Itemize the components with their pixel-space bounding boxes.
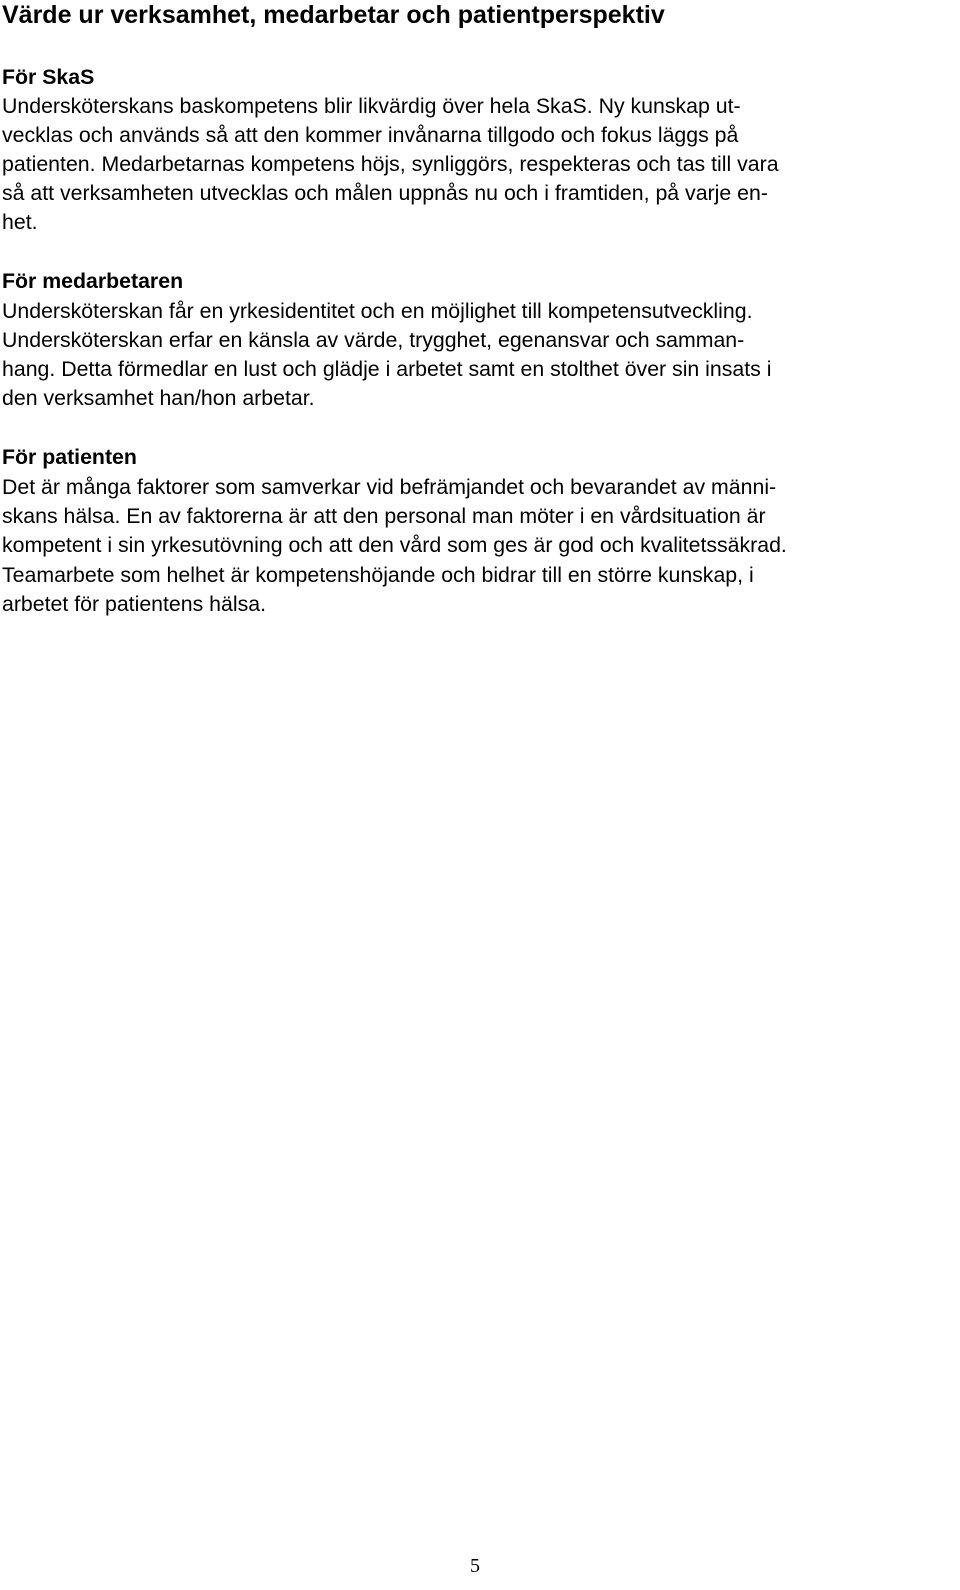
paragraph-line: Undersköterskan får en yrkesidentitet och en möjlighet till kompetensutveckling. (2, 299, 753, 323)
paragraph-line: den verksamhet han/hon arbetar. (2, 386, 315, 410)
page-title: Värde ur verksamhet, medarbetar och patientperspektiv (2, 1, 665, 29)
paragraph-line: kompetent i sin yrkesutövning och att den vård som ges är god och kvalitetssäkrad. (2, 533, 787, 557)
paragraph-line: Det är många faktorer som samverkar vid befrämjandet och bevarandet av männi- (2, 475, 777, 499)
paragraph-line: Teamarbete som helhet är kompetenshöjande och bidrar till en större kunskap, i (2, 563, 754, 587)
paragraph-line: hang. Detta förmedlar en lust och glädje i arbetet samt en stolthet över sin insats i (2, 357, 772, 381)
section-heading-medarbetaren: För medarbetaren (2, 269, 184, 293)
section-heading-patienten: För patienten (2, 445, 137, 469)
paragraph-line: skans hälsa. En av faktorerna är att den personal man möter i en vårdsituation är (2, 504, 766, 528)
paragraph-line: vecklas och används så att den kommer invånarna tillgodo och fokus läggs på (2, 123, 739, 147)
section-heading-skas: För SkaS (2, 65, 95, 89)
paragraph-line: arbetet för patientens hälsa. (2, 592, 267, 616)
paragraph-line: Undersköterskans baskompetens blir likvärdig över hela SkaS. Ny kunskap ut- (2, 94, 741, 118)
paragraph-line: Undersköterskan erfar en känsla av värde, trygghet, egenansvar och samman- (2, 328, 745, 352)
page-number: 5 (470, 1555, 480, 1577)
paragraph-line: patienten. Medarbetarnas kompetens höjs, synliggörs, respekteras och tas till vara (2, 152, 779, 176)
paragraph-line: så att verksamheten utvecklas och målen uppnås nu och i framtiden, på varje en- (2, 181, 768, 205)
paragraph-line: het. (2, 210, 38, 234)
